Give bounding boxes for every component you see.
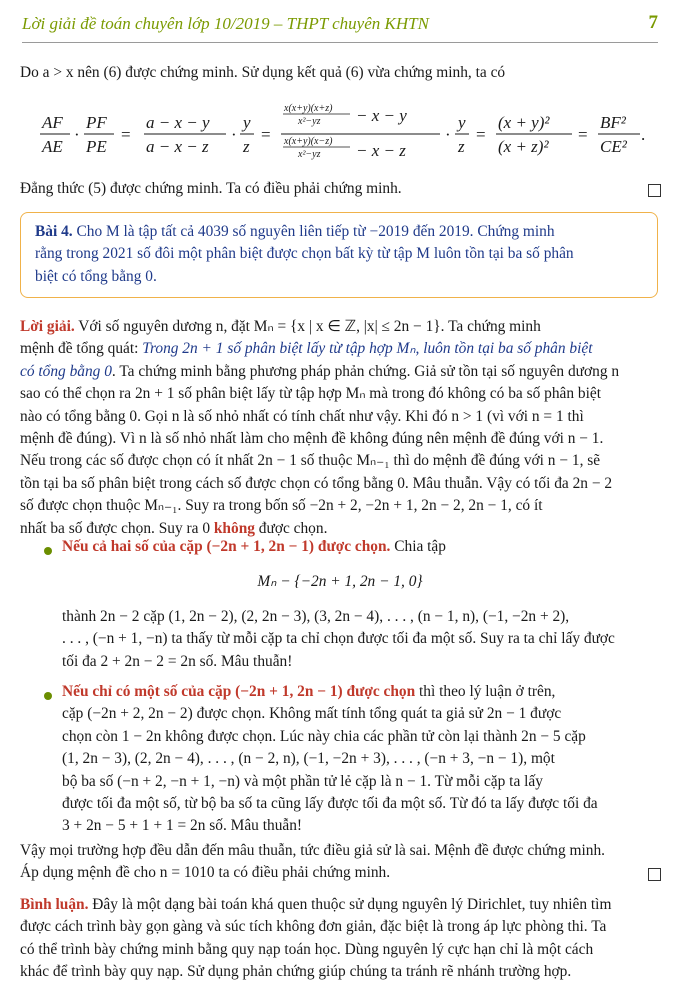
case-1-title-tail: Chia tập: [390, 538, 446, 555]
nested-top-den: x²−yz: [298, 116, 321, 127]
case-2-line-1: cặp (−2n + 2, 2n − 2) được chọn. Không mất tính tổng quát ta giả sử 2n − 1 được: [62, 705, 562, 723]
problem-line-1: Cho M là tập tất cả 4039 số nguyên liên tiếp từ −2019 đến 2019. Chứng minh: [76, 223, 555, 240]
solution-line-3b: . Ta chứng minh bằng phương pháp phản chứng. Giả sử tồn tại số nguyên dương n: [111, 362, 620, 380]
bf-num: BF²: [600, 113, 626, 132]
eq-4: =: [578, 125, 588, 144]
case-2-line-5: được tối đa một số, từ bộ ba số ta cũng lấy được tối đa một số. Từ đó ta lấy được tối đa: [62, 795, 598, 813]
case-1-body: [62, 606, 656, 673]
set-expression-text: Mₙ − {−2n + 1, 2n − 1, 0}: [257, 573, 423, 590]
lhs2-den: PE: [86, 137, 107, 156]
case-2-line-3: (1, 2n − 3), (2, 2n − 4), . . . , (n − 2, n), (−1, −2n + 3), . . . , (−n + 3, −n − 1), một: [62, 750, 555, 768]
solution-last-b: được chọn.: [254, 519, 328, 537]
solution-line-2b: Trong 2n + 1 số phân biệt lấy từ tập hợp Mₙ, luôn tồn tại ba số phân biệt: [142, 340, 593, 358]
nested-bot-tail: − x − z: [356, 141, 406, 160]
case-2-line-2: chọn còn 1 − 2n không được chọn. Lúc này chia các phần tử còn lại thành 2n − 5 cặp: [62, 727, 586, 745]
problem-label: Bài 4.: [35, 223, 73, 240]
y-num-1: y: [243, 113, 251, 132]
commentary-line-4: khác để trình bày quy nạp. Sử dụng phản chứng giúp chúng ta tránh rẽ nhánh trường hợp.: [20, 963, 572, 981]
final-line-2: Áp dụng mệnh đề cho n = 1010 ta có điều phải chứng minh.: [20, 864, 391, 882]
header-title: Lời giải đề toán chuyên lớp 10/2019 – THPT chuyên KHTN: [22, 14, 429, 33]
conclusion-5: [20, 178, 656, 200]
eq-2: =: [261, 125, 271, 144]
final-paragraph: [20, 840, 656, 885]
solution-line-9: số được chọn thuộc Mₙ₋₁. Suy ra trong bốn số −2n + 2, −2n + 1, 2n − 2, 2n − 1, có ít: [20, 497, 543, 515]
lhs1-num: AF: [42, 113, 63, 132]
problem-line-3: biệt có tổng bằng 0.: [35, 267, 157, 285]
solution-last-bold: không: [213, 519, 255, 537]
nested-top-num: x(x+y)(x+z): [284, 103, 333, 114]
bullet-icon: [44, 692, 52, 700]
dot-2: ·: [231, 125, 237, 144]
f2-num: a − x − y: [146, 113, 210, 132]
f2-den: a − x − z: [146, 137, 209, 156]
solution-line-8: tồn tại ba số phân biệt trong cách số được chọn có tổng bằng 0. Mâu thuẫn. Vậy có tối đa 2n − 2: [20, 474, 613, 492]
sq-num: (x + y)²: [498, 113, 550, 132]
case-1-title: Nếu cả hai số của cặp (−2n + 1, 2n − 1) được chọn.: [62, 538, 391, 555]
solution-line-7: Nếu trong các số được chọn có ít nhất 2n − 1 số thuộc Mₙ₋₁ thì do mệnh đề đúng với n − 1, sẽ: [20, 452, 601, 470]
solution-line-3a: có tổng bằng 0: [20, 362, 112, 380]
commentary-paragraph: [20, 894, 656, 984]
case-1-set-expression: [0, 572, 680, 591]
case-1-line-2: . . . , (−n + 1, −n) ta thấy từ mỗi cặp ta chỉ chọn được tối đa một số. Suy ra ta chỉ lấy được: [62, 630, 615, 648]
nested-top-tail: − x − y: [356, 106, 407, 125]
conclusion-5-line: Đẳng thức (5) được chứng minh. Ta có điều phải chứng minh.: [20, 180, 402, 197]
case-1-line-1: thành 2n − 2 cặp (1, 2n − 2), (2, 2n − 3), (3, 2n − 4), . . . , (n − 1, n), (−1, −2n + 2),: [62, 608, 570, 625]
solution-label: Lời giải.: [20, 318, 75, 335]
case-2-title: Nếu chỉ có một số của cặp (−2n + 1, 2n − 1) được chọn: [62, 683, 416, 700]
problem-text: [35, 221, 645, 288]
problem-box: [20, 212, 658, 298]
qed-square-icon: [648, 868, 661, 881]
dot-1: ·: [74, 125, 80, 144]
commentary-line-3: có thể trình bày chứng minh bằng quy nạp toán học. Dùng nguyên lý cực hạn chỉ là một cách: [20, 940, 594, 958]
solution-line-1: Với số nguyên dương n, đặt Mₙ = {x | x ∈ ℤ, |x| ≤ 2n − 1}. Ta chứng minh: [78, 318, 541, 335]
intro-paragraph: [20, 62, 656, 84]
case-2-line-4: bộ ba số (−n + 2, −n + 1, −n) và một phần tử lẻ cặp là n − 1. Từ mỗi cặp ta lấy: [62, 772, 543, 790]
final-line-1: Vậy mọi trường hợp đều dẫn đến mâu thuẫn, tức điều giả sử là sai. Mệnh đề được chứng minh.: [20, 842, 606, 859]
case-2: [62, 681, 656, 838]
solution-line-6: mệnh đề đúng). Vì n là số nhỏ nhất làm cho mệnh đề không đúng nên mệnh đề đúng với n − 1.: [20, 430, 604, 448]
case-1-line-3: tối đa 2 + 2n − 2 = 2n số. Mâu thuẫn!: [62, 652, 293, 670]
nested-bot-num: x(x+y)(x−z): [284, 136, 333, 147]
commentary-line-1: Đây là một dạng bài toán khá quen thuộc sử dụng nguyên lý Dirichlet, tuy nhiên tìm: [88, 896, 612, 913]
page-header: [22, 12, 658, 43]
intro-line: Do a > x nên (6) được chứng minh. Sử dụng kết quả (6) vừa chứng minh, ta có: [20, 64, 506, 81]
z-den-2: z: [458, 137, 465, 156]
page-number: 7: [648, 12, 658, 33]
commentary-label: Bình luận.: [20, 896, 89, 913]
eq-1: =: [121, 125, 131, 144]
nested-bot-den: x²−yz: [298, 149, 321, 160]
ratio-formula: [0, 100, 680, 170]
sq-den: (x + z)²: [498, 137, 549, 156]
case-1: [62, 536, 656, 558]
period: .: [641, 125, 646, 144]
z-den-1: z: [243, 137, 250, 156]
solution-line-5: nào có tổng bằng 0. Gọi n là số nhỏ nhất có tính chất như vậy. Khi đó n > 1 (vì với n = 1 thì: [20, 407, 584, 425]
lhs2-num: PF: [86, 113, 107, 132]
y-num-2: y: [458, 113, 466, 132]
case-2-line-6: 3 + 2n − 5 + 1 + 1 = 2n số. Mâu thuẫn!: [62, 817, 303, 835]
eq-3: =: [476, 125, 486, 144]
case-2-title-tail: thì theo lý luận ở trên,: [415, 683, 556, 700]
solution-line-4: sao có thể chọn ra 2n + 1 số phân biệt lấy từ tập hợp Mₙ mà trong đó không có ba số phân biệt: [20, 385, 601, 403]
commentary-line-2: được cách trình bày gọn gàng và súc tích không đơn giản, đặc biệt là trong áp lực phòng thi. Ta: [20, 918, 607, 936]
bullet-icon: [44, 547, 52, 555]
dot-3: ·: [445, 125, 451, 144]
solution-paragraph: [20, 316, 656, 540]
solution-line-2a: mệnh đề tổng quát:: [20, 340, 143, 358]
problem-line-2: rằng trong 2021 số đôi một phân biệt được chọn bất kỳ từ tập M luôn tồn tại ba số phân: [35, 245, 574, 263]
lhs1-den: AE: [42, 137, 63, 156]
solution-last-a: nhất ba số được chọn. Suy ra 0: [20, 519, 214, 537]
qed-square-icon: [648, 184, 661, 197]
ce-den: CE²: [600, 137, 627, 156]
